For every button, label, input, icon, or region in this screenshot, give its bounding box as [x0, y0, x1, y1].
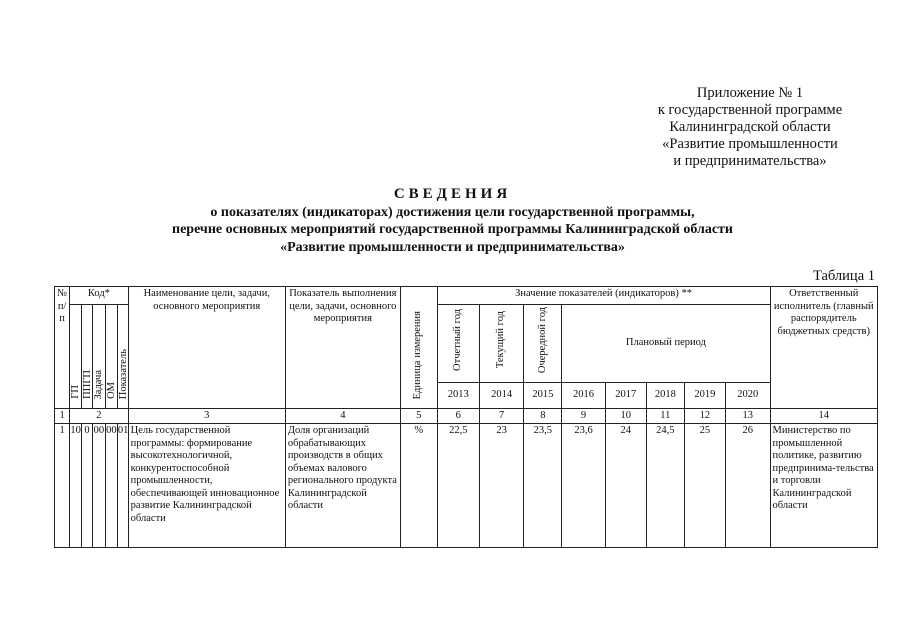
appendix-line: Калининградской области	[669, 119, 831, 135]
header-code-gp-text: ГП	[70, 385, 82, 400]
table-label: Таблица 1	[812, 268, 875, 284]
row-value: 25	[684, 424, 725, 548]
column-number: 1	[55, 408, 70, 424]
header-code: Код*	[70, 287, 129, 305]
header-report-year	[437, 305, 479, 383]
year-cell: 2015	[524, 382, 562, 408]
row-name: Цель государственной программы: формирование высокотехнологичной, конкурентоспособной промышленности, обеспечивающей инновационное развитие Калининградской области	[128, 424, 285, 548]
header-unit	[400, 287, 437, 409]
header-responsible: Ответственный исполнитель (главный распорядитель бюджетных средств)	[770, 287, 878, 409]
table-row	[55, 424, 878, 548]
header-code-task	[92, 305, 105, 409]
row-responsible: Министерство по промышленной политике, развитию предпринима-тельства и торговли Калининградской области	[770, 424, 878, 548]
row-value: 23,6	[562, 424, 605, 548]
document-title: СВЕДЕНИЯ	[393, 186, 512, 202]
column-number: 14	[770, 408, 878, 424]
row-value: 24	[605, 424, 646, 548]
row-value: 26	[726, 424, 771, 548]
year-cell: 2017	[605, 382, 646, 408]
row-code-om: 00	[105, 424, 117, 548]
header-code-ppgp-text: ППГП	[82, 370, 94, 400]
header-next-year	[524, 305, 562, 383]
header-current-year-text: Текущий год	[495, 311, 507, 369]
column-number: 11	[646, 408, 684, 424]
header-num: № п/п	[55, 287, 70, 409]
row-num: 1	[55, 424, 70, 548]
row-unit: %	[400, 424, 437, 548]
indicators-table	[54, 286, 878, 548]
year-cell: 2016	[562, 382, 605, 408]
appendix-line: «Развитие промышленности	[662, 136, 838, 152]
header-code-indicator-text: Показатель	[117, 348, 129, 400]
header-code-om	[105, 305, 117, 409]
header-values: Значение показателей (индикаторов) **	[437, 287, 770, 305]
row-code-ppgp: 0	[82, 424, 93, 548]
column-number: 10	[605, 408, 646, 424]
column-number: 12	[684, 408, 725, 424]
row-value: 22,5	[437, 424, 479, 548]
column-number: 8	[524, 408, 562, 424]
header-planned: Плановый период	[562, 305, 770, 383]
year-cell: 2020	[726, 382, 771, 408]
header-current-year	[479, 305, 523, 383]
header-next-year-text: Очередной год	[536, 307, 548, 374]
header-unit-text: Единица измерения	[412, 310, 424, 400]
appendix-line: к государственной программе	[657, 102, 843, 118]
column-number: 4	[285, 408, 400, 424]
header-indicator: Показатель выполнения цели, задачи, основного мероприятия	[285, 287, 400, 409]
column-number: 5	[400, 408, 437, 424]
header-name: Наименование цели, задачи, основного мероприятия	[128, 287, 285, 409]
year-cell: 2014	[479, 382, 523, 408]
document-subtitle: перечне основных мероприятий государственной программы Калининградской области	[172, 222, 733, 237]
row-value: 23	[479, 424, 523, 548]
row-value: 24,5	[646, 424, 684, 548]
column-number: 9	[562, 408, 605, 424]
year-cell: 2018	[646, 382, 684, 408]
column-number: 6	[437, 408, 479, 424]
document-subtitle: «Развитие промышленности и предпринимательства»	[280, 240, 625, 255]
appendix-line: Приложение № 1	[696, 85, 804, 101]
column-number: 2	[70, 408, 129, 424]
row-code-gp: 10	[70, 424, 82, 548]
row-code-task: 00	[92, 424, 105, 548]
column-number: 3	[128, 408, 285, 424]
header-report-year-text: Отчетный год	[452, 309, 464, 372]
header-code-om-text: ОМ	[105, 382, 117, 400]
year-cell: 2019	[684, 382, 725, 408]
row-value: 23,5	[524, 424, 562, 548]
year-cell: 2013	[437, 382, 479, 408]
header-code-indicator	[117, 305, 128, 409]
header-code-ppgp	[82, 305, 93, 409]
appendix-line: и предпринимательства»	[673, 153, 827, 169]
header-code-gp	[70, 305, 82, 409]
column-number: 13	[726, 408, 771, 424]
row-indicator: Доля организаций обрабатывающих производств в общих объемах валового регионального продукта Калининградской области	[285, 424, 400, 548]
row-code-indicator: 01	[117, 424, 128, 548]
appendix-block	[560, 85, 905, 170]
column-number: 7	[479, 408, 523, 424]
document-subtitle: о показателях (индикаторах) достижения цели государственной программы,	[210, 205, 695, 220]
header-code-task-text: Задача	[92, 369, 104, 400]
